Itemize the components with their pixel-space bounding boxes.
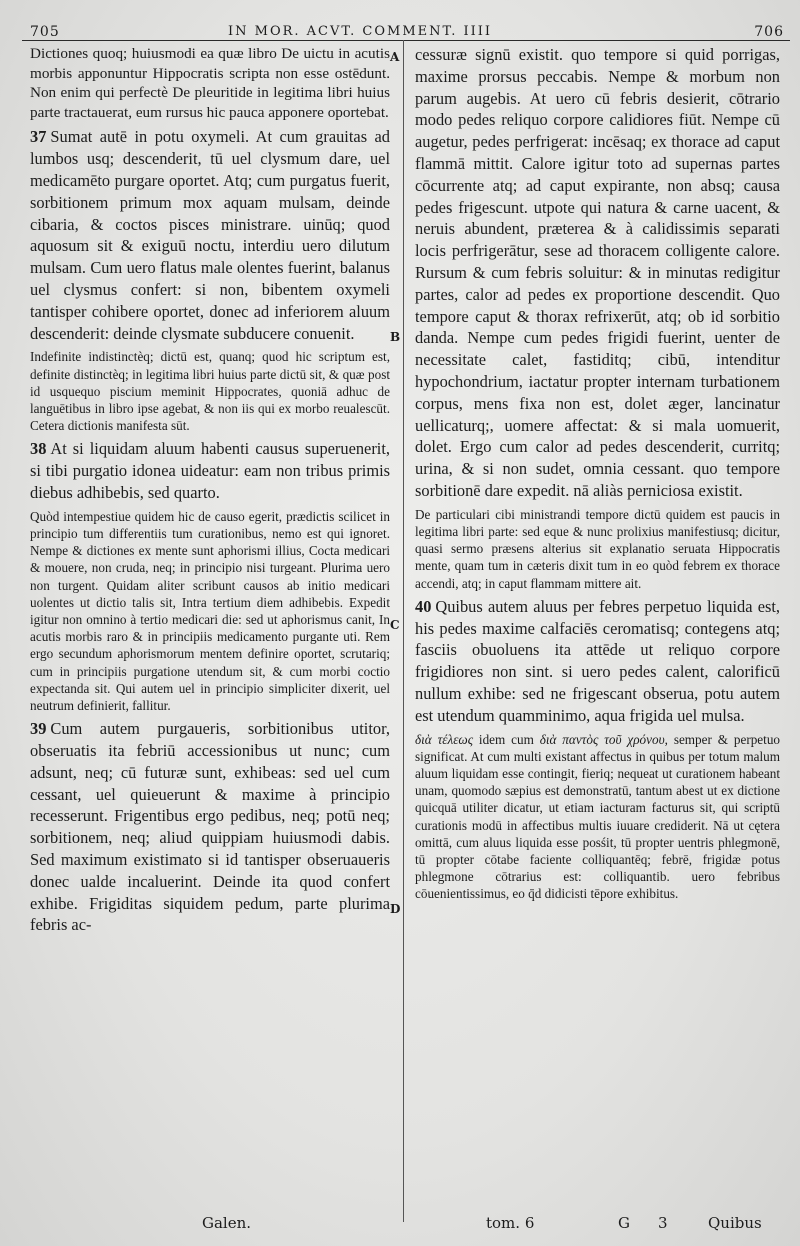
margin-letter-b: B: [390, 330, 401, 344]
tome-label: tom. 6: [486, 1214, 535, 1232]
column-divider: [403, 40, 404, 1222]
aphorism-number: 39: [30, 719, 47, 739]
commentary-text: Quòd intempestiue quidem hic de causo egerit, prædictis scilicet in principio tum differentiis tum curationibus, nemo est qui ignoret. Nempe & dictiones ex mente sunt aphorismi illius, Cocta medicari & mouere, non cruda, neq; in principio nisi turgeant. Plurima uero non turgent. Quidam aliter scribunt causos ab initio medicari uolentes ut dictio talis sit, Intra tertium diem adhibebis. Expedit igitur non omnino à tertio medicari die: sed ut aphorismus canit, In acutis morbis raro & in principiis medicamento purgante uti. Rem ergo secundum aphorismorum mentem definire oportet, scrutariq; cum in principiis purgatione utendum sit, & cum morbi coctio expectanda sit. Qui autem uel in principio simpliciter dixerit, uel neutrum definierit, fallitur.: [30, 508, 390, 713]
greek-term: διὰ τέλεως: [415, 731, 474, 747]
signature-number: 3: [658, 1214, 668, 1232]
commentary-text: Indefinite indistinctèq; dictū est, quanq; quod hic scriptum est, definite distinctèq; in legitima libri huius parte dictū sit, & quæ post id usquequo piscium meminit Hippocrates, quoniā adhuc de languētibus in libro ipse agebat, & non iis qui ex morbo reualescūt. Cetera dictionis manifesta sūt.: [30, 349, 390, 434]
running-title: IN MOR. ACVT. COMMENT. IIII: [228, 24, 493, 39]
aphorism-text: At si liquidam aluum habenti causus superuenerit, si tibi purgatio idonea uideatur: eam non tribus primis diebus adhibebis, sed quarto.: [30, 439, 390, 502]
catchword-right: Quibus: [708, 1214, 762, 1232]
commentary-39: [415, 506, 780, 592]
margin-letter-a: A: [390, 50, 400, 64]
commentary-text: De particulari cibi ministrandi tempore dictū quidem est paucis in legitima libri parte: sed eque & nunc prolixius manifestiusq; dicitur, quasi sermo præsens alterius sit explanatio seruata Hippocratis mente, quam tum in cæteris dixit tum in eo quòd febrem ex thorace accendi, atq; in caput flammam mittere ait.: [415, 506, 780, 591]
header-rule: [22, 40, 790, 41]
aphorism-text: cessuræ signū existit. quo tempore si quid porrigas, maxime prorsus peccabis. Nempe & morbum non parum augebis. At uero cū febris desierit, cōtrario modo pedes reliquo corpore calidiores fiūt. Nempe cū augetur, pedes perfrigerat: incēsaq; ex thorace ad caput flammā mittit. Calore igitur toto ad supernas partes cōcurrente atq; ad caput expirante, non absq; causa pedes frigescunt. utpote qui natura & carne uacent, & neruis abundent, præterea & à calidissimis separati locis perfrigerātur, sese ad thoracem colligente calore. Rursum & cum febris soluitur: & in minutas redigitur partes, calor ad pedes ex proportione descendit. Quo tempore caput & thorax refrixerūt, atq; ob id sorbitio danda. Nempe cum pedes frigidi fuerint, uenter de necessitate calet, fastiditq; cibū, intenditur hypochondrium, iactatur propter internam turbationem corpus, mens fixa non est, dolet æger, lancinatur uellicaturq;, uomere affectat: & si mala uomuerit, dolet. Ergo cum calor ad pedes descenderit, curritq; urina, & si non sudet, omnia cessant. quo tempore sorbitionē dare expedit. nā aliàs perniciosa existit.: [415, 45, 780, 500]
aphorism-number: 37: [30, 127, 47, 147]
aphorism-39-continued: [415, 44, 780, 502]
paragraph-text: Dictiones quoq; huiusmodi ea quæ libro De uictu in acutis morbis apponuntur Hippocratis scripta non esse ostēdunt. Non enim qui perfectè De pleuritide in legitima libri huius parte tractauerat, eum rursus hic pauca apponere oportebat.: [30, 45, 390, 121]
commentary-38: [30, 508, 390, 714]
catchword-left: Galen.: [202, 1214, 252, 1232]
margin-letter-d: D: [390, 902, 401, 916]
commentary-37: [30, 348, 390, 434]
signature-mark: G: [618, 1214, 630, 1232]
aphorism-number: 40: [415, 596, 432, 616]
aphorism-number: 38: [30, 439, 47, 459]
aphorism-text: Cum autem purgaueris, sorbitionibus utitor, obseruatis ita febriū accessionibus ut nunc; cum adsunt, neq; cū futuræ sunt, exhibeas: sed uel cum cessant, uel quieuerunt & maxime à principio recesserunt. Frigentibus ergo pedibus, neq; potū neq; sorbitionem, neq; aliud quippiam huiusmodi dabis. Sed maximum existimato si id tantisper obseruaueris donec ualde incaluerint. Deinde ita quod confert exhibe. Frigiditas siquidem pedum, parte plurima febris ac-: [30, 719, 390, 935]
right-column: [415, 44, 780, 1214]
commentary-40: διὰ τέλεως idem cum διὰ παντὸς τοῦ χρόνου, semper & perpetuo significat. At cum multi existant affectus in quibus per totum malum aluum liquidam esse contingit, fieriq; nequeat ut curationem habeant unam, quomodo sæpius est demonstratū, tantum abest ut ex dictione quicquā utiliter dicatur, ut etiam iacturam facturus sit, qui scriptū curationis modū in affectibus multis iuuare crediderit. Nā ut cętera omittā, cum aluus liquida esse posśit, tū propter uentris phlegmonē, tū propter cōtabe faciente colliquantēq; febrē, frigidæ potus phlegmone cōtrarius est: colliquantib. uero febribus cōuenientissimus, eo q̄d didicisti tēpore exhibitus.: [415, 731, 780, 902]
aphorism-text: Sumat autē in potu oxymeli. At cum grauitas ad lumbos usq; descenderit, tū uel clysmum dare, uel medicamēto purgare oportet. Atq; cum purgatus fuerit, sorbitionem primum mox aquam mulsam, deinde cibaria, & coctos pisces ministrare. uinūq; quod aquosum sit & exiguū noctu, interdiu uero dilutum mulsam. Cum uero flatus male olentes fuerint, balanus uel clysmus confert: si non, bibentem oxymeli tantisper cohibere oportet, donec ad inferiorem aluum descenderit: deinde clysmate subducere conuenit.: [30, 127, 390, 343]
margin-letter-c: C: [390, 618, 400, 632]
aphorism-text: Quibus autem aluus per febres perpetuo liquida est, his pedes maxime calfaciēs ceromatisq; contegens atq; fasciis obuoluens ita attēde ut reliquo corpore frigidiores non sint. si uero pedes calent, calorificū nullum exhibe: sed ne frigescant obserua, potu autem est utendum quamminimo, aqua frigida uel mulsa.: [415, 596, 780, 725]
aphorism-37: [30, 126, 390, 344]
paragraph-intro: [30, 44, 390, 122]
page-footer: [0, 1214, 800, 1238]
aphorism-38: [30, 438, 390, 503]
commentary-text: idem cum: [478, 731, 534, 747]
running-header: [0, 4, 800, 44]
left-column: [30, 44, 390, 1214]
aphorism-39: [30, 718, 390, 936]
greek-term-2: διὰ παντὸς τοῦ χρόνου: [539, 731, 665, 747]
commentary-text: semper & perpetuo significat. At cum multi existant affectus in quibus per totum malum aluum liquidam esse contingit, fieriq; nequeat ut curationem habeant unam, quomodo sæpius est demonstratū, tantum abest ut ex dictione quicquā utiliter dicatur, ut etiam iacturam facturus sit, qui scriptū curationis modū in affectibus multis iuuare crediderit. Nā ut cętera omittā, cum aluus liquida esse posśit, tū propter uentris phlegmonē, tū propter cōtabe faciente colliquantēq; febrē, frigidæ potus phlegmone cōtrarius est: colliquantib. uero febribus cōuenientissimus, eo q̄d didicisti tēpore exhibitus.: [415, 731, 780, 902]
page-number-right: 706: [754, 24, 784, 40]
aphorism-40: [415, 596, 780, 727]
page-number-left: 705: [30, 24, 60, 40]
